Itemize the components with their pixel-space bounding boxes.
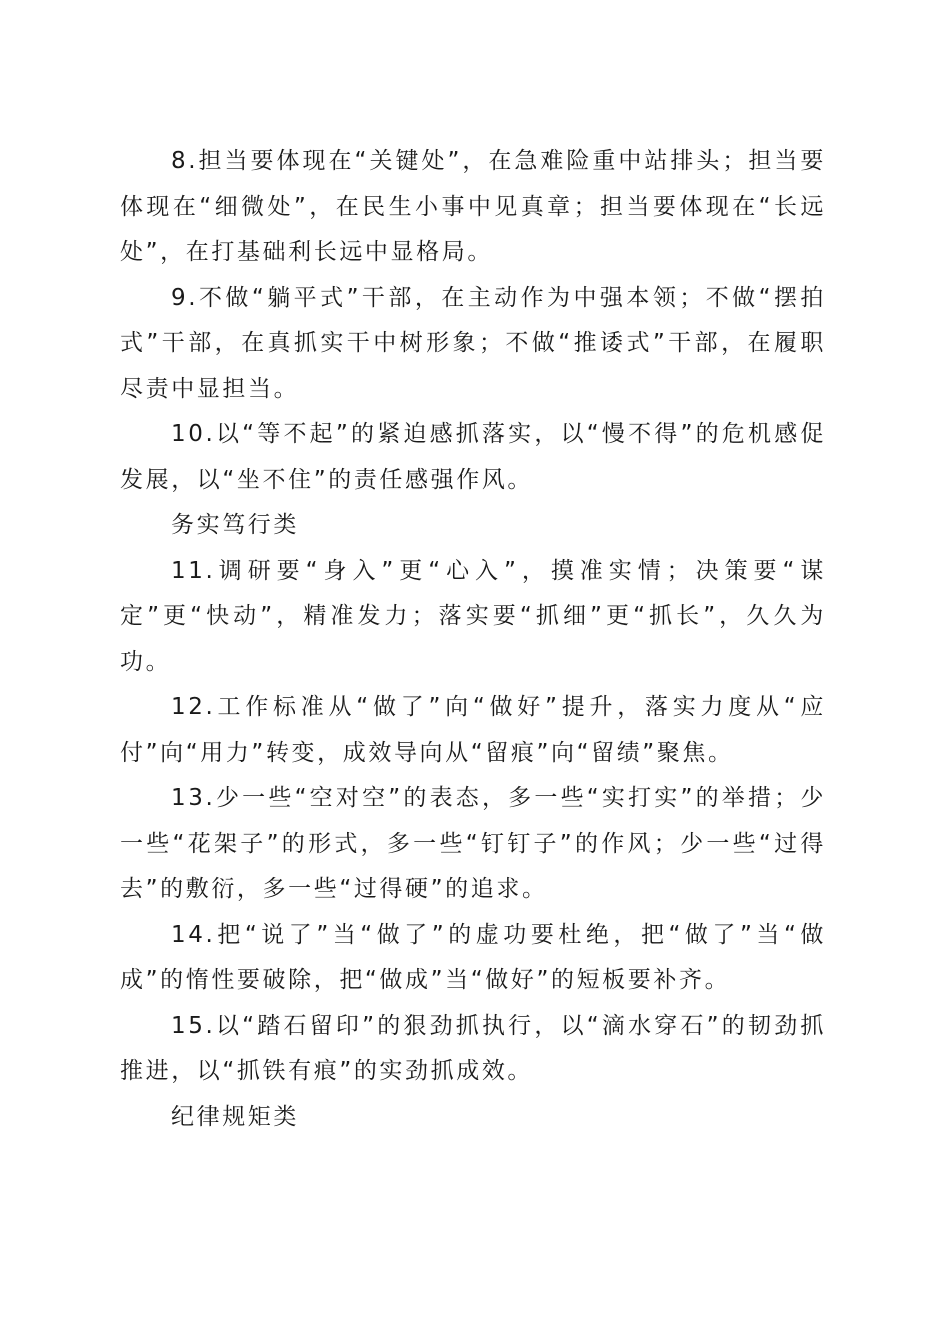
paragraph-item-11: 11.调研要“身入”更“心入”，摸准实情；决策要“谋定”更“快动”，精准发力；落实要“抓细”更“抓长”，久久为功。 <box>120 557 826 675</box>
section-heading-discipline: 纪律规矩类 <box>171 1103 299 1130</box>
document-body <box>120 139 826 1140</box>
paragraph-item-14: 14.把“说了”当“做了”的虚功要杜绝，把“做了”当“做成”的惰性要破除，把“做成”当“做好”的短板要补齐。 <box>120 921 826 993</box>
paragraph-item-10: 10.以“等不起”的紧迫感抓落实，以“慢不得”的危机感促发展，以“坐不住”的责任感强作风。 <box>120 421 826 493</box>
paragraph-item-15: 15.以“踏石留印”的狠劲抓执行，以“滴水穿石”的韧劲抓推进，以“抓铁有痕”的实劲抓成效。 <box>120 1012 826 1084</box>
section-heading-practical: 务实笃行类 <box>171 512 299 538</box>
paragraph-item-8: 8.担当要体现在“关键处”，在急难险重中站排头；担当要体现在“细微处”，在民生小事中见真章；担当要体现在“长远处”，在打基础利长远中显格局。 <box>120 148 826 265</box>
paragraph-item-9: 9.不做“躺平式”干部，在主动作为中强本领；不做“摆拍式”干部，在真抓实干中树形象；不做“推诿式”干部，在履职尽责中显担当。 <box>120 284 826 402</box>
paragraph-item-13: 13.少一些“空对空”的表态，多一些“实打实”的举措；少一些“花架子”的形式，多一些“钉钉子”的作风；少一些“过得去”的敷衍，多一些“过得硬”的追求。 <box>120 785 826 902</box>
paragraph-item-12: 12.工作标准从“做了”向“做好”提升，落实力度从“应付”向“用力”转变，成效导向从“留痕”向“留绩”聚焦。 <box>120 694 826 766</box>
